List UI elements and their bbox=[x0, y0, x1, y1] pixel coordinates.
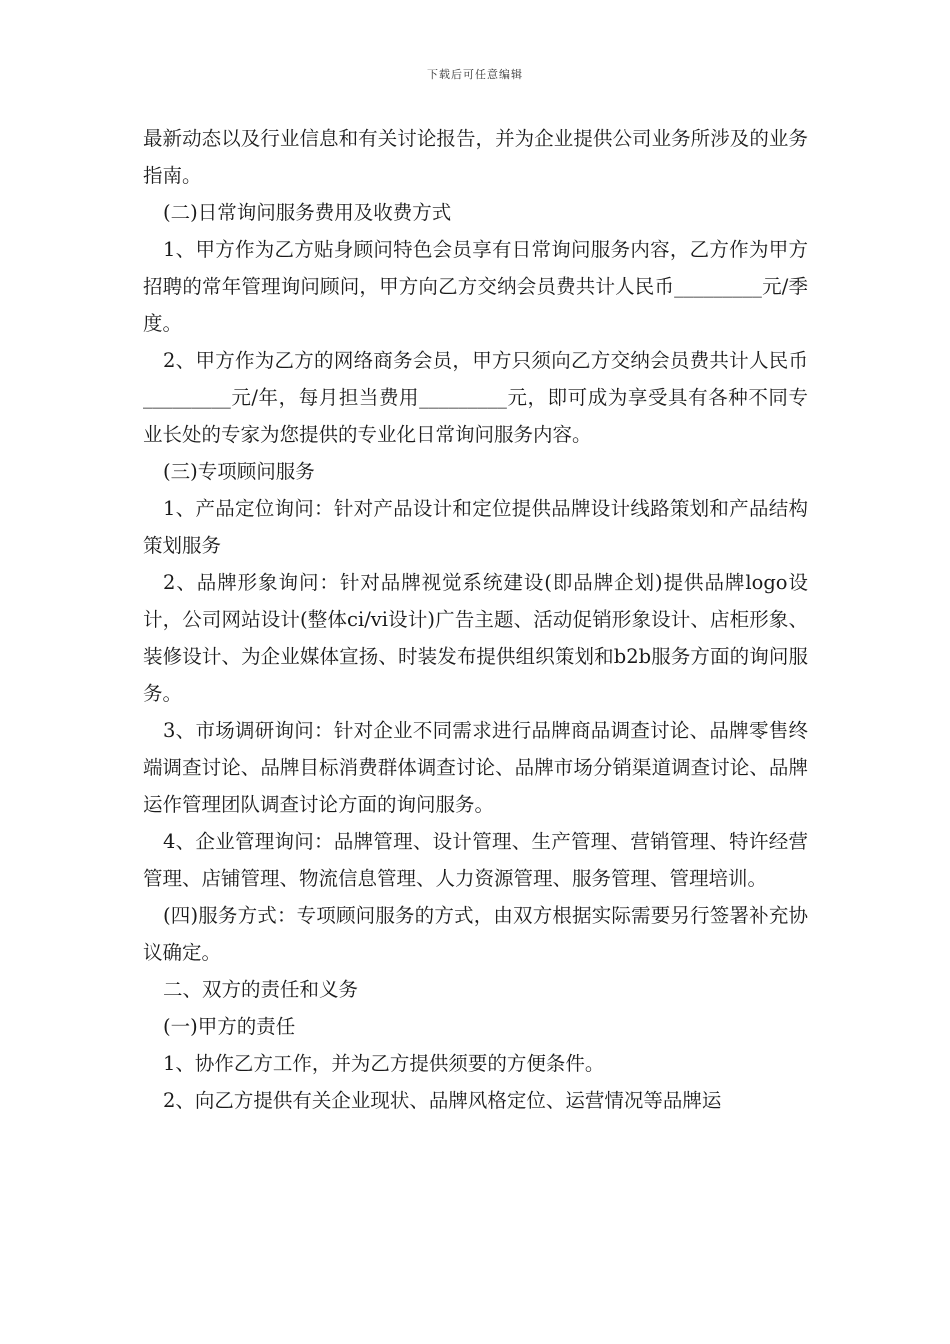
section-heading-special-consulting: (三)专项顾问服务 bbox=[163, 460, 315, 483]
paragraph-intro-continued: 最新动态以及行业信息和有关讨论报告，并为企业提供公司业务所涉及的业务指南。 bbox=[143, 127, 808, 187]
paragraph-service-method: (四)服务方式：专项顾问服务的方式，由双方根据实际需要另行签署补充协议确定。 bbox=[143, 904, 808, 964]
paragraph-special-item-3: 3、市场调研询问：针对企业不同需求进行品牌商品调查讨论、品牌零售终端调查讨论、品牌目标消费群体调查讨论、品牌市场分销渠道调查讨论、品牌运作管理团队调查讨论方面的询问服务。 bbox=[143, 719, 808, 816]
page-header: 下载后可任意编辑 bbox=[427, 68, 523, 81]
paragraph-special-item-1: 1、产品定位询问：针对产品设计和定位提供品牌设计线路策划和产品结构策划服务 bbox=[143, 497, 808, 557]
paragraph-fee-item-1: 1、甲方作为乙方贴身顾问特色会员享有日常询问服务内容，乙方作为甲方招聘的常年管理询问顾问，甲方向乙方交纳会员费共计人民币_________元/季度。 bbox=[143, 238, 808, 335]
section-heading-responsibilities: 二、双方的责任和义务 bbox=[163, 978, 359, 1001]
section-heading-daily-consulting-fees: (二)日常询问服务费用及收费方式 bbox=[163, 201, 452, 224]
paragraph-party-a-item-2: 2、向乙方提供有关企业现状、品牌风格定位、运营情况等品牌运 bbox=[163, 1089, 722, 1112]
document-body bbox=[143, 120, 808, 1119]
paragraph-fee-item-2: 2、甲方作为乙方的网络商务会员，甲方只须向乙方交纳会员费共计人民币_________元/年，每月担当费用_________元，即可成为享受具有各种不同专业长处的专家为您提供的专业化日常询问服务内容。 bbox=[143, 349, 808, 446]
section-heading-party-a: (一)甲方的责任 bbox=[163, 1015, 296, 1038]
paragraph-special-item-2: 2、品牌形象询问：针对品牌视觉系统建设(即品牌企划)提供品牌logo设计，公司网站设计(整体ci/vi设计)广告主题、活动促销形象设计、店柜形象、装修设计、为企业媒体宣扬、时装发布提供组织策划和b2b服务方面的询问服务。 bbox=[143, 571, 808, 705]
paragraph-special-item-4: 4、企业管理询问：品牌管理、设计管理、生产管理、营销管理、特许经营管理、店铺管理、物流信息管理、人力资源管理、服务管理、管理培训。 bbox=[143, 830, 808, 890]
paragraph-party-a-item-1: 1、协作乙方工作，并为乙方提供须要的方便条件。 bbox=[163, 1052, 605, 1075]
